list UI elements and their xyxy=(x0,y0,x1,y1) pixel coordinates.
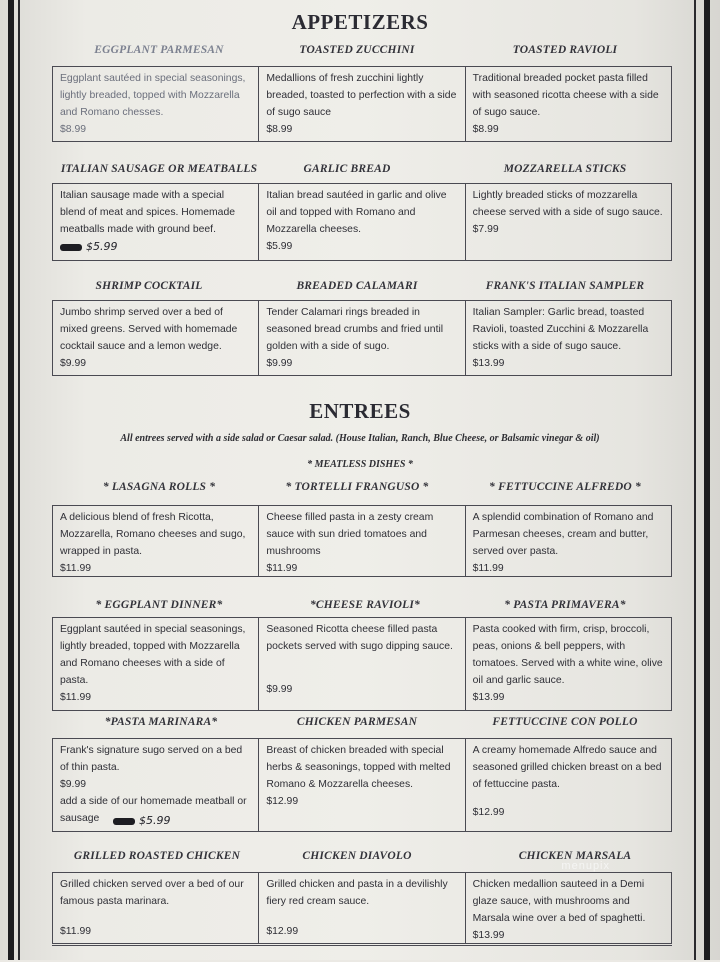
item-price: $9.99 xyxy=(60,779,87,790)
item-name: BREADED CALAMARI xyxy=(296,280,418,292)
item-description: Breast of chicken breaded with special herbs & seasonings, topped with melted Romano & Mozzarella cheeses. xyxy=(266,745,451,790)
item-name: FRANK'S ITALIAN SAMPLER xyxy=(485,280,645,292)
entrees-note: All entrees served with a side salad or Caesar salad. (House Italian, Ranch, Blue Cheese, or Balsamic vinegar & oil) xyxy=(120,433,600,444)
menu-item xyxy=(53,618,258,710)
appetizer-row-1 xyxy=(52,44,672,135)
item-price: $12.99 xyxy=(266,926,299,937)
item-name: CHICKEN PARMESAN xyxy=(296,716,418,728)
item-name: FETTUCCINE CON POLLO xyxy=(492,716,638,728)
item-description: Italian bread sautéed in garlic and olive oil and topped with Romano and Mozzarella cheeses. xyxy=(266,190,447,235)
item-price: $11.99 xyxy=(60,563,92,574)
item-name: * PASTA PRIMAVERA* xyxy=(504,599,626,611)
item-price: $12.99 xyxy=(472,807,505,818)
item-description: Medallions of fresh zucchini lightly breaded, toasted to perfection with a side of sugo sauce xyxy=(266,73,457,118)
item-description: Seasoned Ricotta cheese filled pasta pockets served with sugo dipping sauce. xyxy=(266,624,453,652)
next-box-edge xyxy=(52,945,672,962)
item-name: *CHEESE RAVIOLI* xyxy=(309,599,421,611)
item-price: $13.99 xyxy=(472,358,505,369)
item-name: * LASAGNA ROLLS * xyxy=(102,481,216,493)
entree-row-1 xyxy=(52,481,672,574)
scribble-mark xyxy=(60,244,82,251)
item-box xyxy=(52,183,672,261)
item-description: A creamy homemade Alfredo sauce and seasoned grilled chicken breast on a bed of fettuccine pasta. xyxy=(472,745,662,790)
item-price: $11.99 xyxy=(60,926,92,937)
item-price: $5.99 xyxy=(86,240,118,253)
menu-item xyxy=(258,301,464,375)
item-price: $9.99 xyxy=(266,684,293,695)
menu-item xyxy=(465,618,671,710)
menu-item xyxy=(53,301,258,375)
menu-item xyxy=(258,184,464,260)
entree-row-2 xyxy=(52,599,672,703)
item-name: *PASTA MARINARA* xyxy=(104,716,218,728)
item-description: A delicious blend of fresh Ricotta, Mozzarella, Romano cheeses and sugo, wrapped in pasta. xyxy=(60,512,246,557)
menu-item xyxy=(465,873,671,943)
item-description: Italian Sampler: Garlic bread, toasted Ravioli, toasted Zucchini & Mozzarella sticks with a side of sugo sauce. xyxy=(472,307,649,352)
item-addon: add a side of our homemade meatball or sausage xyxy=(60,796,247,824)
item-price: $8.99 xyxy=(472,124,499,135)
item-price: $8.99 xyxy=(60,124,87,135)
item-description: Cheese filled pasta in a zesty cream sauce with sun dried tomatoes and mushrooms xyxy=(266,512,434,557)
item-description: Jumbo shrimp served over a bed of mixed greens. Served with homemade cocktail sauce and a lemon wedge. xyxy=(60,307,238,352)
item-name: SHRIMP COCKTAIL xyxy=(95,280,203,292)
item-box xyxy=(52,505,672,577)
entree-row-3 xyxy=(52,716,672,827)
menu-item xyxy=(465,506,671,576)
item-price-handwritten xyxy=(60,238,251,255)
entrees-title: ENTREES xyxy=(309,399,411,423)
item-name: TOASTED RAVIOLI xyxy=(512,44,618,56)
item-description: Frank's signature sugo served on a bed of thin pasta. xyxy=(60,745,243,773)
item-name: TOASTED ZUCCHINI xyxy=(299,44,415,56)
menu-item xyxy=(258,873,464,943)
appetizer-row-3 xyxy=(52,280,672,369)
item-description: A splendid combination of Romano and Parmesan cheeses, cream and butter, served over pasta. xyxy=(472,512,654,557)
menu-item xyxy=(53,67,258,141)
appetizers-title: APPETIZERS xyxy=(291,10,429,34)
menu-item xyxy=(465,67,671,141)
right-border-outer xyxy=(704,0,710,960)
menu-item xyxy=(53,184,258,260)
menu-item xyxy=(258,618,464,710)
item-name: CHICKEN DIAVOLO xyxy=(302,850,412,862)
item-description: Italian sausage made with a special blend of meat and spices. Homemade meatballs made with ground beef. xyxy=(60,190,236,235)
left-border-outer xyxy=(8,0,14,960)
meatless-label: * MEATLESS DISHES * xyxy=(307,459,413,470)
item-price: $8.99 xyxy=(266,124,293,135)
item-box xyxy=(52,617,672,711)
watermark: menupix xyxy=(561,860,610,872)
item-description: Grilled chicken served over a bed of our famous pasta marinara. xyxy=(60,879,244,907)
right-border-inner xyxy=(694,0,696,960)
item-price: $5.99 xyxy=(266,241,293,252)
item-name: MOZZARELLA STICKS xyxy=(503,163,627,175)
item-description: Traditional breaded pocket pasta filled with seasoned ricotta cheese with a side of sugo sauce. xyxy=(472,73,659,118)
item-price: $13.99 xyxy=(472,692,505,703)
menu-item xyxy=(465,301,671,375)
item-addon-price-handwritten xyxy=(113,812,171,829)
item-description: Tender Calamari rings breaded in seasoned bread crumbs and fried until golden with a side of sugo. xyxy=(266,307,444,352)
item-description: Pasta cooked with firm, crisp, broccoli, peas, onions & bell peppers, with tomatoes. Served with a white wine, olive oil and garlic sauce. xyxy=(472,624,663,686)
item-name: * EGGPLANT DINNER* xyxy=(95,599,223,611)
item-price: $7.99 xyxy=(472,224,499,235)
menu-item xyxy=(465,739,671,831)
item-price: $13.99 xyxy=(472,930,505,941)
item-description: Lightly breaded sticks of mozzarella cheese served with a side of sugo sauce. xyxy=(472,190,663,218)
item-price: $9.99 xyxy=(60,358,87,369)
menu-item xyxy=(258,67,464,141)
item-price: $12.99 xyxy=(266,796,299,807)
menu-item xyxy=(258,506,464,576)
left-border-inner xyxy=(18,0,20,960)
menu-item xyxy=(465,184,671,260)
item-name: GARLIC BREAD xyxy=(303,163,391,175)
item-description: Grilled chicken and pasta in a devilishly fiery red cream sauce. xyxy=(266,879,448,907)
item-price: $11.99 xyxy=(60,692,92,703)
item-description: Eggplant sautéed in special seasonings, lightly breaded, topped with Mozzarella and Romano cheeses with a side of pasta. xyxy=(60,624,246,686)
item-box xyxy=(52,872,672,944)
item-name: CHICKEN MARSALA xyxy=(518,850,632,862)
menu-item xyxy=(53,739,258,831)
item-box xyxy=(52,738,672,832)
item-description: Eggplant sautéed in special seasonings, lightly breaded, topped with Mozzarella and Romano chesses. xyxy=(60,73,246,118)
item-description: Chicken medallion sauteed in a Demi glaze sauce, with mushrooms and Marsala wine over a bed of spaghetti. xyxy=(472,879,646,924)
item-name: * TORTELLI FRANGUSO * xyxy=(285,481,429,493)
item-box xyxy=(52,300,672,376)
appetizer-row-2 xyxy=(52,163,672,253)
item-name: * FETTUCCINE ALFREDO * xyxy=(489,481,641,493)
menu-item xyxy=(53,873,258,943)
menu-item xyxy=(258,739,464,831)
item-addon-price: $5.99 xyxy=(139,814,171,827)
item-name: EGGPLANT PARMESAN xyxy=(94,44,224,56)
item-price: $9.99 xyxy=(266,358,293,369)
item-price: $11.99 xyxy=(266,563,298,574)
item-price: $11.99 xyxy=(472,563,504,574)
menu-item xyxy=(53,506,258,576)
item-name: ITALIAN SAUSAGE OR MEATBALLS xyxy=(60,163,258,175)
scribble-mark xyxy=(113,818,135,825)
item-box xyxy=(52,66,672,142)
item-name: GRILLED ROASTED CHICKEN xyxy=(73,850,241,862)
